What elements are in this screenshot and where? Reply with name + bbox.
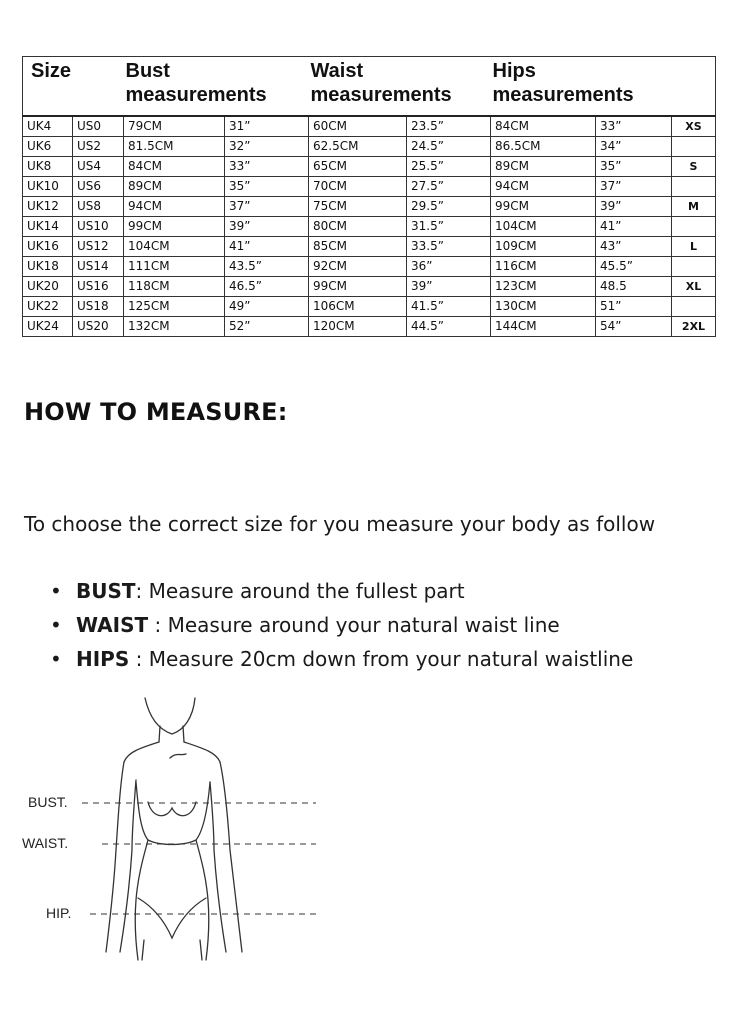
cell-letter-size [672, 177, 716, 197]
cell-hips-in: 41” [596, 217, 672, 237]
list-item [50, 608, 633, 642]
cell-letter-size [672, 217, 716, 237]
cell-waist-cm: 60CM [309, 116, 407, 137]
table-header-row [23, 57, 716, 117]
size-chart-table [22, 56, 716, 337]
cell-bust-in: 35” [225, 177, 309, 197]
bullet-icon: • [50, 647, 62, 671]
cell-bust-cm: 81.5CM [124, 137, 225, 157]
cell-uk-size: UK6 [23, 137, 73, 157]
tip-key: BUST [76, 579, 136, 603]
table-row [23, 317, 716, 337]
table-row [23, 177, 716, 197]
cell-uk-size: UK22 [23, 297, 73, 317]
cell-uk-size: UK14 [23, 217, 73, 237]
list-item [50, 642, 633, 676]
bullet-icon: • [50, 613, 62, 637]
cell-uk-size: UK24 [23, 317, 73, 337]
cell-uk-size: UK12 [23, 197, 73, 217]
cell-uk-size: UK4 [23, 116, 73, 137]
cell-uk-size: UK16 [23, 237, 73, 257]
header-size: Size [23, 57, 124, 117]
cell-waist-cm: 80CM [309, 217, 407, 237]
cell-bust-cm: 79CM [124, 116, 225, 137]
cell-bust-in: 37” [225, 197, 309, 217]
cell-bust-in: 32” [225, 137, 309, 157]
header-letter-size [672, 57, 716, 117]
cell-hips-in: 51” [596, 297, 672, 317]
cell-hips-cm: 84CM [491, 116, 596, 137]
body-measure-illustration [20, 690, 330, 980]
table-row [23, 237, 716, 257]
cell-bust-cm: 84CM [124, 157, 225, 177]
cell-waist-in: 39” [407, 277, 491, 297]
cell-uk-size: UK20 [23, 277, 73, 297]
table-row [23, 297, 716, 317]
tip-text: : Measure around your natural waist line [148, 613, 560, 637]
measure-lines [82, 803, 316, 914]
cell-waist-cm: 75CM [309, 197, 407, 217]
cell-hips-cm: 86.5CM [491, 137, 596, 157]
cell-bust-cm: 94CM [124, 197, 225, 217]
cell-us-size: US18 [73, 297, 124, 317]
cell-hips-in: 33” [596, 116, 672, 137]
table-row [23, 277, 716, 297]
cell-hips-cm: 89CM [491, 157, 596, 177]
cell-us-size: US14 [73, 257, 124, 277]
cell-waist-in: 36” [407, 257, 491, 277]
measure-intro-text: To choose the correct size for you measure your body as follow [24, 512, 656, 536]
cell-hips-cm: 109CM [491, 237, 596, 257]
cell-bust-in: 43.5” [225, 257, 309, 277]
cell-bust-cm: 99CM [124, 217, 225, 237]
cell-letter-size [672, 137, 716, 157]
cell-hips-in: 48.5 [596, 277, 672, 297]
cell-letter-size [672, 257, 716, 277]
measure-tips-list [50, 574, 633, 676]
cell-waist-cm: 70CM [309, 177, 407, 197]
cell-letter-size: M [672, 197, 716, 217]
cell-letter-size [672, 297, 716, 317]
cell-bust-cm: 89CM [124, 177, 225, 197]
cell-us-size: US8 [73, 197, 124, 217]
cell-waist-in: 24.5” [407, 137, 491, 157]
table-row [23, 197, 716, 217]
body-outline-icon [106, 698, 242, 960]
cell-hips-in: 45.5” [596, 257, 672, 277]
cell-bust-in: 41” [225, 237, 309, 257]
cell-hips-in: 35” [596, 157, 672, 177]
cell-waist-in: 31.5” [407, 217, 491, 237]
table-row [23, 257, 716, 277]
cell-waist-in: 27.5” [407, 177, 491, 197]
cell-waist-in: 44.5” [407, 317, 491, 337]
cell-letter-size: XS [672, 116, 716, 137]
cell-hips-cm: 94CM [491, 177, 596, 197]
cell-hips-in: 39” [596, 197, 672, 217]
cell-waist-in: 33.5” [407, 237, 491, 257]
cell-bust-in: 46.5” [225, 277, 309, 297]
cell-uk-size: UK18 [23, 257, 73, 277]
cell-hips-cm: 104CM [491, 217, 596, 237]
cell-waist-cm: 85CM [309, 237, 407, 257]
cell-waist-cm: 99CM [309, 277, 407, 297]
cell-waist-cm: 65CM [309, 157, 407, 177]
cell-hips-cm: 99CM [491, 197, 596, 217]
tip-key: HIPS [76, 647, 130, 671]
cell-letter-size: 2XL [672, 317, 716, 337]
cell-letter-size: L [672, 237, 716, 257]
cell-bust-cm: 118CM [124, 277, 225, 297]
cell-us-size: US16 [73, 277, 124, 297]
cell-hips-in: 37” [596, 177, 672, 197]
cell-bust-in: 52” [225, 317, 309, 337]
table-row [23, 217, 716, 237]
cell-us-size: US4 [73, 157, 124, 177]
cell-bust-in: 31” [225, 116, 309, 137]
waist-label: WAIST. [22, 835, 69, 851]
cell-bust-in: 49” [225, 297, 309, 317]
table-row [23, 137, 716, 157]
cell-us-size: US6 [73, 177, 124, 197]
cell-us-size: US12 [73, 237, 124, 257]
cell-bust-in: 39” [225, 217, 309, 237]
cell-hips-in: 54” [596, 317, 672, 337]
cell-hips-cm: 116CM [491, 257, 596, 277]
cell-bust-cm: 125CM [124, 297, 225, 317]
cell-uk-size: UK8 [23, 157, 73, 177]
header-bust: Bust measurements [124, 57, 309, 117]
table-row [23, 116, 716, 137]
tip-text: : Measure 20cm down from your natural waistline [129, 647, 634, 671]
cell-waist-in: 29.5” [407, 197, 491, 217]
tip-key: WAIST [76, 613, 149, 637]
cell-hips-cm: 123CM [491, 277, 596, 297]
cell-waist-in: 23.5” [407, 116, 491, 137]
how-to-measure-title: HOW TO MEASURE: [24, 398, 288, 426]
cell-waist-in: 41.5” [407, 297, 491, 317]
cell-hips-in: 34” [596, 137, 672, 157]
cell-us-size: US0 [73, 116, 124, 137]
table-row [23, 157, 716, 177]
cell-waist-cm: 62.5CM [309, 137, 407, 157]
cell-waist-cm: 106CM [309, 297, 407, 317]
cell-letter-size: XL [672, 277, 716, 297]
cell-waist-cm: 92CM [309, 257, 407, 277]
cell-waist-cm: 120CM [309, 317, 407, 337]
cell-waist-in: 25.5” [407, 157, 491, 177]
hip-label: HIP. [46, 905, 72, 921]
tip-text: : Measure around the fullest part [135, 579, 465, 603]
cell-hips-cm: 130CM [491, 297, 596, 317]
cell-bust-cm: 132CM [124, 317, 225, 337]
cell-uk-size: UK10 [23, 177, 73, 197]
header-hips: Hips measurements [491, 57, 672, 117]
cell-letter-size: S [672, 157, 716, 177]
cell-us-size: US10 [73, 217, 124, 237]
header-waist: Waist measurements [309, 57, 491, 117]
cell-hips-in: 43” [596, 237, 672, 257]
list-item [50, 574, 633, 608]
cell-bust-in: 33” [225, 157, 309, 177]
cell-hips-cm: 144CM [491, 317, 596, 337]
cell-bust-cm: 111CM [124, 257, 225, 277]
bust-label: BUST. [28, 794, 68, 810]
cell-us-size: US20 [73, 317, 124, 337]
cell-bust-cm: 104CM [124, 237, 225, 257]
cell-us-size: US2 [73, 137, 124, 157]
bullet-icon: • [50, 579, 62, 603]
